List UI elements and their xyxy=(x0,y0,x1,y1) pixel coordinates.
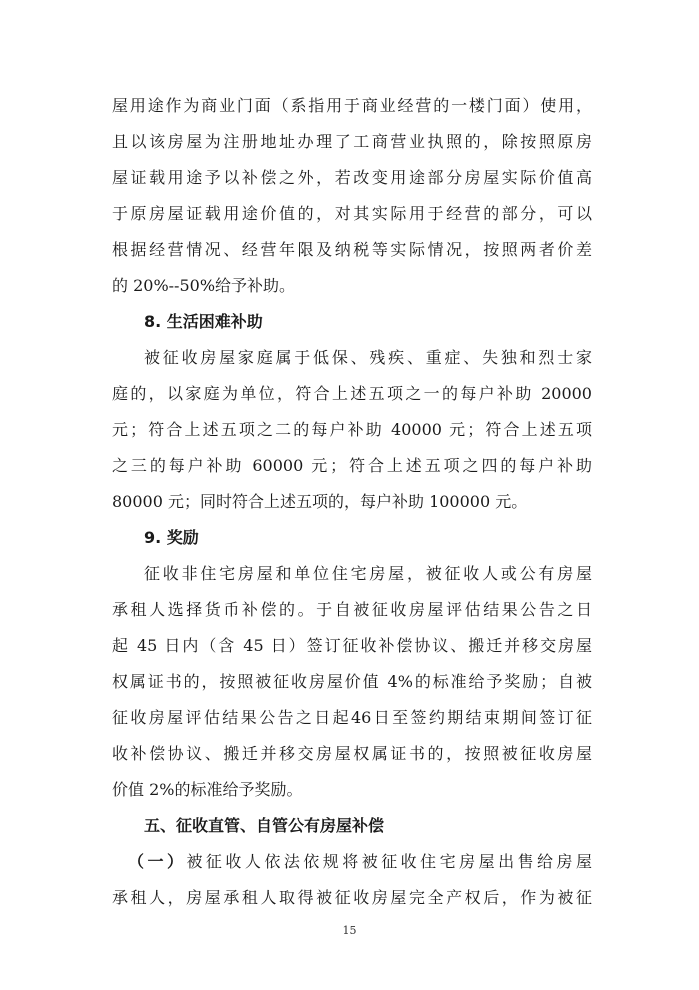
section-heading-9: 9. 奖励 xyxy=(144,528,199,547)
text-line: 起 45 日内（含 45 日）签订征收补偿协议、搬迁并移交房屋 xyxy=(112,636,592,655)
text-line: 屋证载用途予以补偿之外，若改变用途部分房屋实际价值高 xyxy=(112,168,592,187)
section-heading-5: 五、征收直管、自管公有房屋补偿 xyxy=(144,816,385,835)
text-line: 被征收房屋家庭属于低保、残疾、重症、失独和烈士家 xyxy=(144,348,592,367)
text-line: 承租人，房屋承租人取得被征收房屋完全产权后，作为被征 xyxy=(112,888,592,907)
text-line: 承租人选择货币补偿的。于自被征收房屋评估结果公告之日 xyxy=(112,600,592,619)
document-body xyxy=(112,94,592,922)
text-line: 根据经营情况、经营年限及纳税等实际情况，按照两者价差 xyxy=(112,240,592,259)
text-line: 权属证书的，按照被征收房屋价值 4%的标准给予奖励；自被 xyxy=(112,672,592,691)
text-line: 且以该房屋为注册地址办理了工商营业执照的，除按照原房 xyxy=(112,132,592,151)
text-line: 征收房屋评估结果公告之日起46日至签约期结束期间签订征 xyxy=(112,708,592,727)
text-line: 的 20%--50%给予补助。 xyxy=(112,276,296,295)
text-line: 80000 元；同时符合上述五项的，每户补助 100000 元。 xyxy=(112,492,528,511)
paragraph-lead-marker: （一） xyxy=(128,852,187,871)
text-line: 屋用途作为商业门面（系指用于商业经营的一楼门面）使用， xyxy=(112,96,592,115)
section-heading-8: 8. 生活困难补助 xyxy=(144,312,263,331)
page-number: 15 xyxy=(342,924,357,937)
text-line: 之三的每户补助 60000 元；符合上述五项之四的每户补助 xyxy=(112,456,592,475)
text-line: 价值 2%的标准给予奖励。 xyxy=(112,780,303,799)
text-line: 庭的，以家庭为单位，符合上述五项之一的每户补助 20000 xyxy=(112,384,592,403)
text-line: 征收非住宅房屋和单位住宅房屋，被征收人或公有房屋 xyxy=(144,564,592,583)
text-line xyxy=(112,850,592,886)
text-line: 元；符合上述五项之二的每户补助 40000 元；符合上述五项 xyxy=(112,420,592,439)
text-fragment: 被征收人依法依规将被征收住宅房屋出售给房屋 xyxy=(186,852,592,871)
text-line: 收补偿协议、搬迁并移交房屋权属证书的，按照被征收房屋 xyxy=(112,744,592,763)
text-line: 于原房屋证载用途价值的，对其实际用于经营的部分，可以 xyxy=(112,204,592,223)
